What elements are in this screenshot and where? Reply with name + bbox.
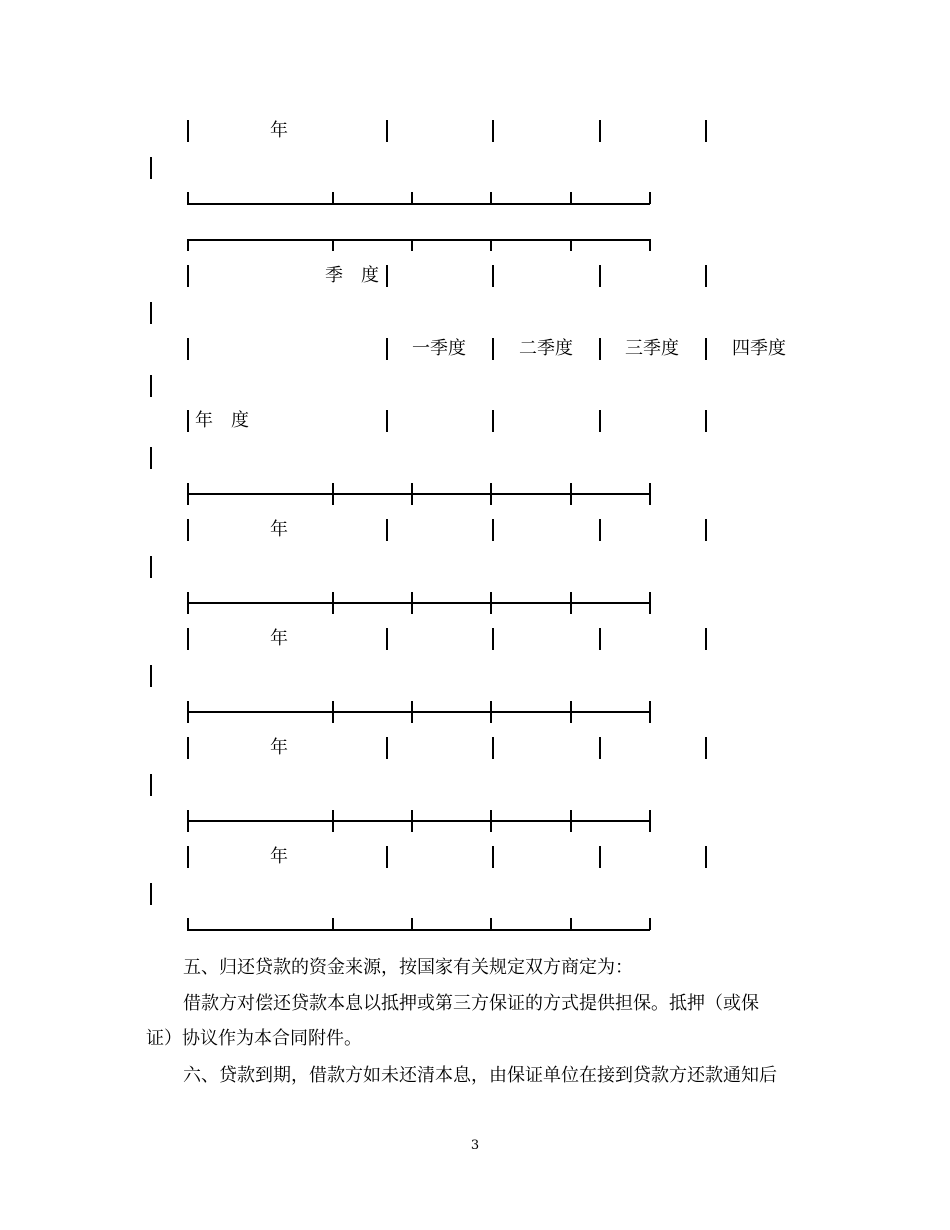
rule-tick (187, 918, 189, 930)
rule-tick (649, 918, 651, 930)
rule-tick (570, 592, 572, 614)
rule-tick (187, 810, 189, 832)
year-cell-label: 年 (270, 737, 288, 758)
rule-tick (649, 810, 651, 832)
page-number: 3 (470, 1138, 480, 1153)
cell-border (386, 628, 388, 650)
rule-tick (411, 810, 413, 832)
rule-tick (490, 592, 492, 614)
rule-tick (411, 592, 413, 614)
rule-tick (649, 483, 651, 505)
rule-tick (187, 592, 189, 614)
quarter-4: 四季度 (732, 338, 786, 359)
cell-border (705, 410, 707, 432)
year-header: 年 度 (195, 410, 249, 431)
cell-border (386, 846, 388, 868)
rule-tick (570, 239, 572, 251)
rule-tick (570, 918, 572, 930)
rule-tick (490, 701, 492, 723)
rule-tick (411, 918, 413, 930)
cell-border (386, 410, 388, 432)
cell-border (492, 846, 494, 868)
cell-border (492, 265, 494, 287)
cell-border (187, 846, 189, 868)
quarter-3: 三季度 (625, 338, 679, 359)
cell-border (386, 120, 388, 142)
table-rule (187, 929, 650, 931)
cell-border (705, 519, 707, 541)
cell-border (599, 628, 601, 650)
cell-border (492, 737, 494, 759)
rule-tick (490, 239, 492, 251)
cell-border (599, 265, 601, 287)
rule-tick (570, 701, 572, 723)
year-cell-label: 年 (270, 628, 288, 649)
table-rule (187, 602, 650, 604)
cell-border (599, 737, 601, 759)
rule-tick (332, 192, 334, 204)
rule-tick (490, 810, 492, 832)
cell-border (386, 737, 388, 759)
paragraph-guarantee-line-2: 证）协议作为本合同附件。 (146, 1028, 362, 1049)
rule-tick (332, 701, 334, 723)
table-rule (187, 711, 650, 713)
cell-border (705, 846, 707, 868)
cell-border (150, 665, 152, 687)
rule-tick (490, 918, 492, 930)
cell-border (599, 120, 601, 142)
cell-border (187, 519, 189, 541)
rule-tick (187, 192, 189, 204)
quarter-header: 季 度 (325, 265, 379, 286)
rule-tick (570, 483, 572, 505)
cell-border (187, 338, 189, 360)
rule-tick (570, 192, 572, 204)
cell-border (705, 265, 707, 287)
cell-border (187, 265, 189, 287)
rule-tick (187, 701, 189, 723)
cell-border (150, 375, 152, 397)
rule-tick (649, 701, 651, 723)
cell-border (187, 737, 189, 759)
cell-border (386, 519, 388, 541)
cell-border (150, 556, 152, 578)
table-rule (187, 820, 650, 822)
table-rule (187, 493, 650, 495)
rule-tick (570, 810, 572, 832)
rule-tick (490, 483, 492, 505)
rule-tick (187, 483, 189, 505)
rule-tick (332, 918, 334, 930)
cell-border (599, 338, 601, 360)
rule-tick (411, 701, 413, 723)
year-cell-label: 年 (270, 846, 288, 867)
cell-border (492, 120, 494, 142)
cell-border (187, 628, 189, 650)
paragraph-guarantee-line-1: 借款方对偿还贷款本息以抵押或第三方保证的方式提供担保。抵押（或保 (183, 993, 759, 1014)
rule-tick (332, 239, 334, 251)
paragraph-6: 六、贷款到期，借款方如未还清本息，由保证单位在接到贷款方还款通知后 (183, 1065, 777, 1086)
quarter-2: 二季度 (519, 338, 573, 359)
year-cell-label: 年 (270, 519, 288, 540)
cell-border (187, 120, 189, 142)
rule-tick (411, 192, 413, 204)
rule-tick (490, 192, 492, 204)
paragraph-5: 五、归还贷款的资金来源，按国家有关规定双方商定为： (183, 957, 633, 978)
cell-border (705, 737, 707, 759)
rule-tick (411, 483, 413, 505)
rule-tick (649, 239, 651, 251)
cell-border (492, 519, 494, 541)
cell-border (492, 410, 494, 432)
rule-tick (649, 192, 651, 204)
cell-border (150, 157, 152, 179)
table-rule (187, 239, 650, 241)
table-rule (187, 203, 650, 205)
cell-border (705, 628, 707, 650)
cell-border (492, 338, 494, 360)
rule-tick (187, 239, 189, 251)
cell-border (150, 883, 152, 905)
rule-tick (411, 239, 413, 251)
cell-border (150, 447, 152, 469)
cell-border (599, 410, 601, 432)
quarter-1: 一季度 (412, 338, 466, 359)
cell-border (187, 410, 189, 432)
cell-border (150, 302, 152, 324)
rule-tick (332, 483, 334, 505)
cell-border (386, 265, 388, 287)
cell-border (492, 628, 494, 650)
cell-border (386, 338, 388, 360)
cell-border (705, 120, 707, 142)
cell-border (705, 338, 707, 360)
rule-tick (332, 592, 334, 614)
cell-border (599, 519, 601, 541)
rule-tick (649, 592, 651, 614)
rule-tick (332, 810, 334, 832)
cell-border (599, 846, 601, 868)
cell-border (150, 774, 152, 796)
year-cell-label: 年 (270, 120, 288, 141)
